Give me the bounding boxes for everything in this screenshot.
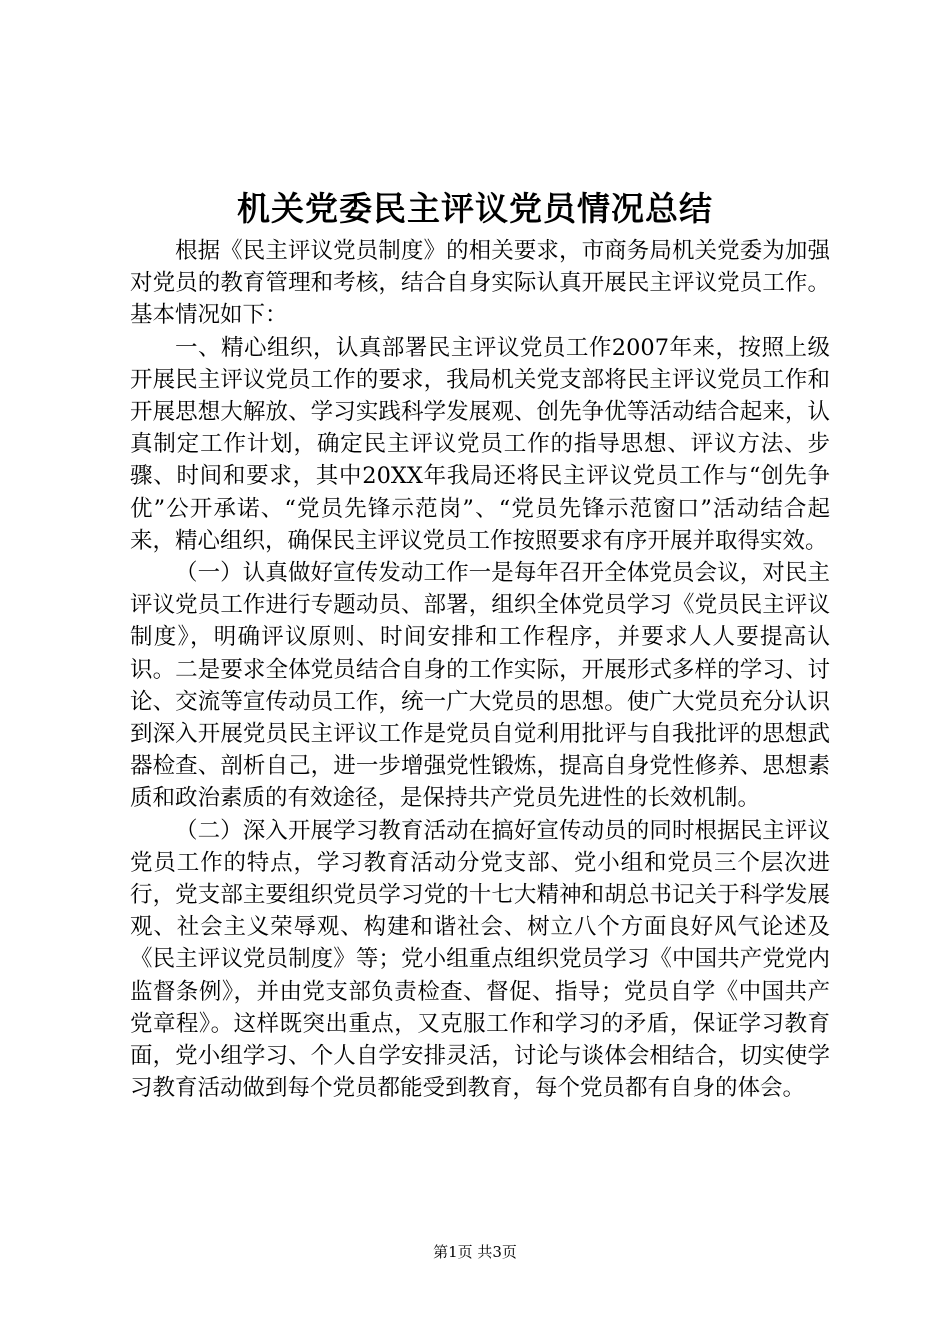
page-footer: 第1页 共3页: [433, 1243, 517, 1261]
paragraph-section-1: 一、精心组织，认真部署民主评议党员工作2007年来，按照上级开展民主评议党员工作的要求，我局机关党支部将民主评议党员工作和开展思想大解放、学习实践科学发展观、创先争优等活动结合起来，认真制定工作计划，确定民主评议党员工作的指导思想、评议方法、步骤、时间和要求，其中20XX年我局还将民主评议党员工作与“创先争优”公开承诺、“党员先锋示范岗”、“党员先锋示范窗口”活动结合起来，精心组织，确保民主评议党员工作按照要求有序开展并取得实效。: [130, 334, 830, 554]
paragraph-subsection-2: （二）深入开展学习教育活动在搞好宣传动员的同时根据民主评议党员工作的特点，学习教育活动分党支部、党小组和党员三个层次进行，党支部主要组织党员学习党的十七大精神和胡总书记关于科学发展观、社会主义荣辱观、构建和谐社会、树立八个方面良好风气论述及《民主评议党员制度》等；党小组重点组织党员学习《中国共产党党内监督条例》，并由党支部负责检查、督促、指导；党员自学《中国共产党章程》。这样既突出重点，又克服工作和学习的矛盾，保证学习教育面，党小组学习、个人自学安排灵活，讨论与谈体会相结合，切实使学习教育活动做到每个党员都能受到教育，每个党员都有自身的体会。: [130, 817, 830, 1102]
document-body: [130, 235, 830, 1104]
document-title: 机关党委民主评议党员情况总结: [237, 189, 713, 228]
paragraph-intro: 根据《民主评议党员制度》的相关要求，市商务局机关党委为加强对党员的教育管理和考核，结合自身实际认真开展民主评议党员工作。基本情况如下：: [130, 238, 830, 329]
paragraph-subsection-1: （一）认真做好宣传发动工作一是每年召开全体党员会议，对民主评议党员工作进行专题动员、部署，组织全体党员学习《党员民主评议制度》，明确评议原则、时间安排和工作程序，并要求人人要提高认识。二是要求全体党员结合自身的工作实际，开展形式多样的学习、讨论、交流等宣传动员工作，统一广大党员的思想。使广大党员充分认识到深入开展党员民主评议工作是党员自觉利用批评与自我批评的思想武器检查、剖析自己，进一步增强党性锻炼，提高自身党性修养、思想素质和政治素质的有效途径，是保持共产党员先进性的长效机制。: [130, 560, 830, 812]
